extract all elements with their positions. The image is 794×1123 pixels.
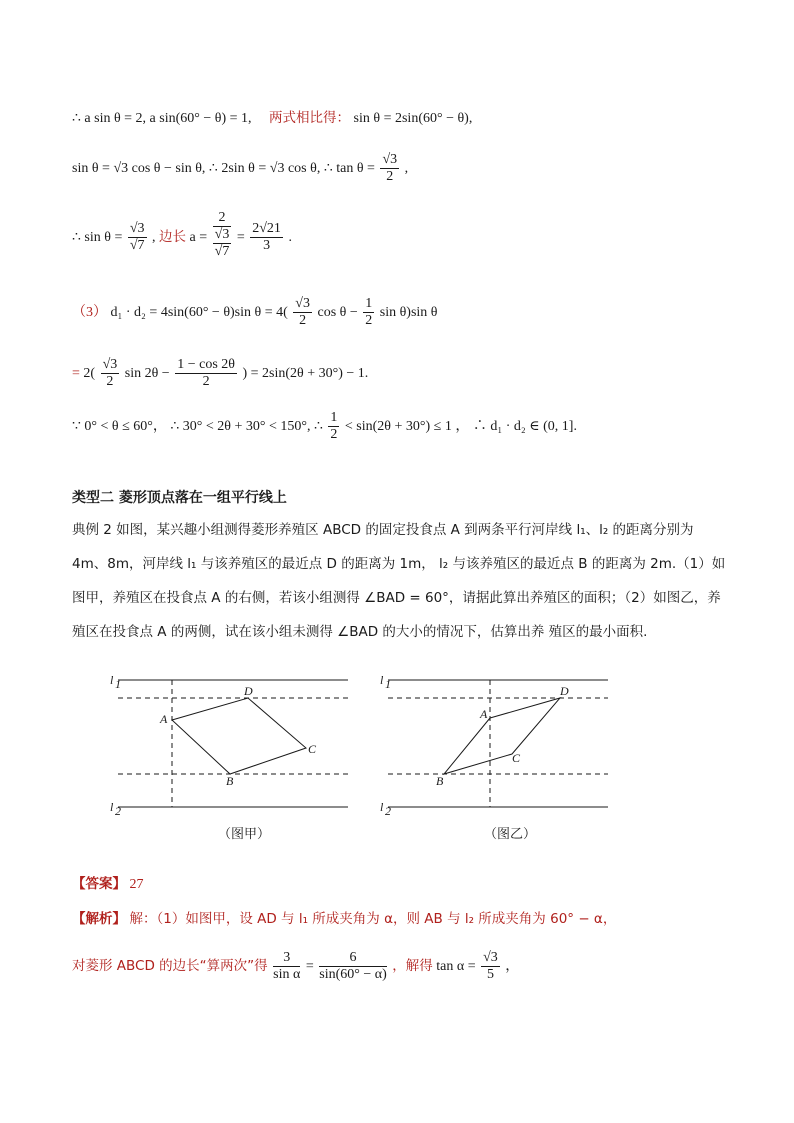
section-title: 类型二 菱形顶点落在一组平行线上: [72, 490, 287, 506]
equation-text: sin θ = 2sin(60° − θ),: [353, 111, 473, 126]
equation-text: =: [305, 958, 314, 974]
fraction: √3 √7: [214, 227, 230, 260]
equation-text: a =: [189, 230, 208, 246]
equation-text: ，: [505, 958, 520, 974]
analysis-text: 解：（1）如图甲，设 AD 与 l₁ 所成夹角为 α，则 AB 与 l₂ 所成夹角为 60° − α，: [129, 911, 617, 927]
part-label: （3）: [72, 304, 107, 320]
fraction: $\frac{1}{2}$: [365, 296, 373, 329]
equation-line-1: [72, 106, 472, 127]
figure-right-labels: [380, 673, 569, 818]
label-c: C: [308, 742, 317, 756]
label-sub: 2: [385, 804, 391, 818]
figure-caption-left: （图甲）: [218, 827, 271, 842]
label-sub: 1: [385, 677, 391, 691]
equation-text: ∴ a sin θ = 2, a sin(60° − θ) = 1,: [72, 111, 252, 126]
label-a: A: [160, 712, 168, 726]
equation-line-last: [72, 950, 519, 983]
equation-text: 2(: [83, 365, 96, 381]
analysis-line: [72, 907, 616, 928]
fraction: $\frac{6}{\sin(60^\circ - \alpha)}$: [319, 950, 387, 983]
equation-text: < sin(2θ + 30°) ≤ 1 ， ∴ d₁ · d₂ ∈ (0, 1].: [344, 418, 577, 434]
fraction: $\frac{1}{2}$: [330, 410, 338, 443]
equation-text: cos θ −: [317, 304, 358, 320]
equation-line-6: [72, 410, 577, 443]
answer-value: 27: [129, 877, 144, 892]
equation-text: ∵ 0° < θ ≤ 60°， ∴ 30° < 2θ + 30° < 150°, ∴: [72, 418, 323, 434]
note-text: 两式相比得：: [269, 110, 351, 126]
label-sub: 2: [115, 804, 121, 818]
fraction: $\frac{1 - \cos 2\theta}{2}$: [177, 357, 235, 390]
equation-text: ∴ sin θ =: [72, 230, 123, 246]
answer-label: 【答案】: [72, 876, 126, 892]
label-sub: 1: [115, 677, 121, 691]
figure-caption-right: （图乙）: [484, 827, 537, 842]
note-text: 边长: [159, 229, 187, 246]
equation-line-3: [72, 210, 292, 260]
example-paragraph: 典例 2 如图，某兴趣小组测得菱形养殖区 ABCD 的固定投食点 A 到两条平行河岸线 l₁、l₂ 的距离分别为 4m、8m，河岸线 l₁ 与该养殖区的最近点 D 的距离为 1m， l₂ 与该养殖区的最近点 B 的距离为 2m.（1）如图甲，养殖区在投食点 A 的右侧，若该小组测得 ∠BAD = 60°，请据此算出养殖区的面积；（2）如图乙，养殖区在投食点 A 的两侧，试在该小组未测得 ∠BAD 的大小的情况下，估算出养 殖区的最小面积.: [72, 522, 726, 640]
fraction: $\frac{2√21}{3}$: [252, 221, 281, 254]
equation-line-5: [72, 357, 368, 390]
equation-text: =: [236, 230, 245, 246]
equation-text: tan α =: [436, 958, 476, 974]
equation-text: sin 2θ −: [124, 365, 170, 381]
equation-text: .: [288, 230, 292, 246]
fraction: $\frac{√3}{2}$: [102, 357, 118, 390]
note-text: 对菱形 ABCD 的边长“算两次”得: [72, 957, 268, 974]
equation-text: sin θ)sin θ: [379, 304, 438, 320]
rhombus-abcd: [444, 698, 560, 774]
equation-text: d₁ · d₂ = 4sin(60° − θ)sin θ = 4(: [110, 304, 288, 320]
label-l1: l: [380, 673, 384, 687]
label-l2: l: [110, 800, 114, 814]
fraction: $\frac{√3}{√7}$: [129, 221, 145, 254]
figure-right: [388, 680, 608, 807]
equation-text: =: [72, 365, 80, 381]
rhombus-abcd: [172, 698, 306, 774]
label-l1: l: [110, 673, 114, 687]
label-c: C: [512, 751, 521, 765]
label-b: B: [226, 774, 234, 788]
equation-text: ,: [152, 230, 156, 246]
answer-line: [72, 872, 144, 893]
label-l2: l: [380, 800, 384, 814]
figure-left-labels: [110, 673, 317, 818]
figure-diagrams: [100, 668, 620, 818]
equation-line-4: [72, 296, 438, 329]
fraction: $\frac{3}{\text{sin α}}$: [273, 950, 301, 983]
analysis-label: 【解析】: [72, 911, 126, 927]
label-a: A: [480, 707, 488, 721]
fraction: $\frac{√3}{2}$: [295, 296, 310, 329]
equation-line-2: [72, 152, 408, 185]
label-d: D: [244, 684, 253, 698]
note-text: ，解得: [392, 957, 433, 974]
label-b: B: [436, 774, 444, 788]
equation-text: ,: [404, 160, 409, 176]
equation-text: sin θ = √3 cos θ − sin θ, ∴ 2sin θ = √3 cos θ, ∴ tan θ =: [72, 160, 375, 176]
fraction: $\frac{√3}{2}$: [382, 152, 398, 185]
label-d: D: [560, 684, 569, 698]
compound-fraction: 2 √3 √7: [214, 210, 230, 260]
fraction: $\frac{√3}{5}$: [483, 950, 498, 983]
equation-text: ) = 2sin(2θ + 30°) − 1.: [242, 365, 369, 381]
